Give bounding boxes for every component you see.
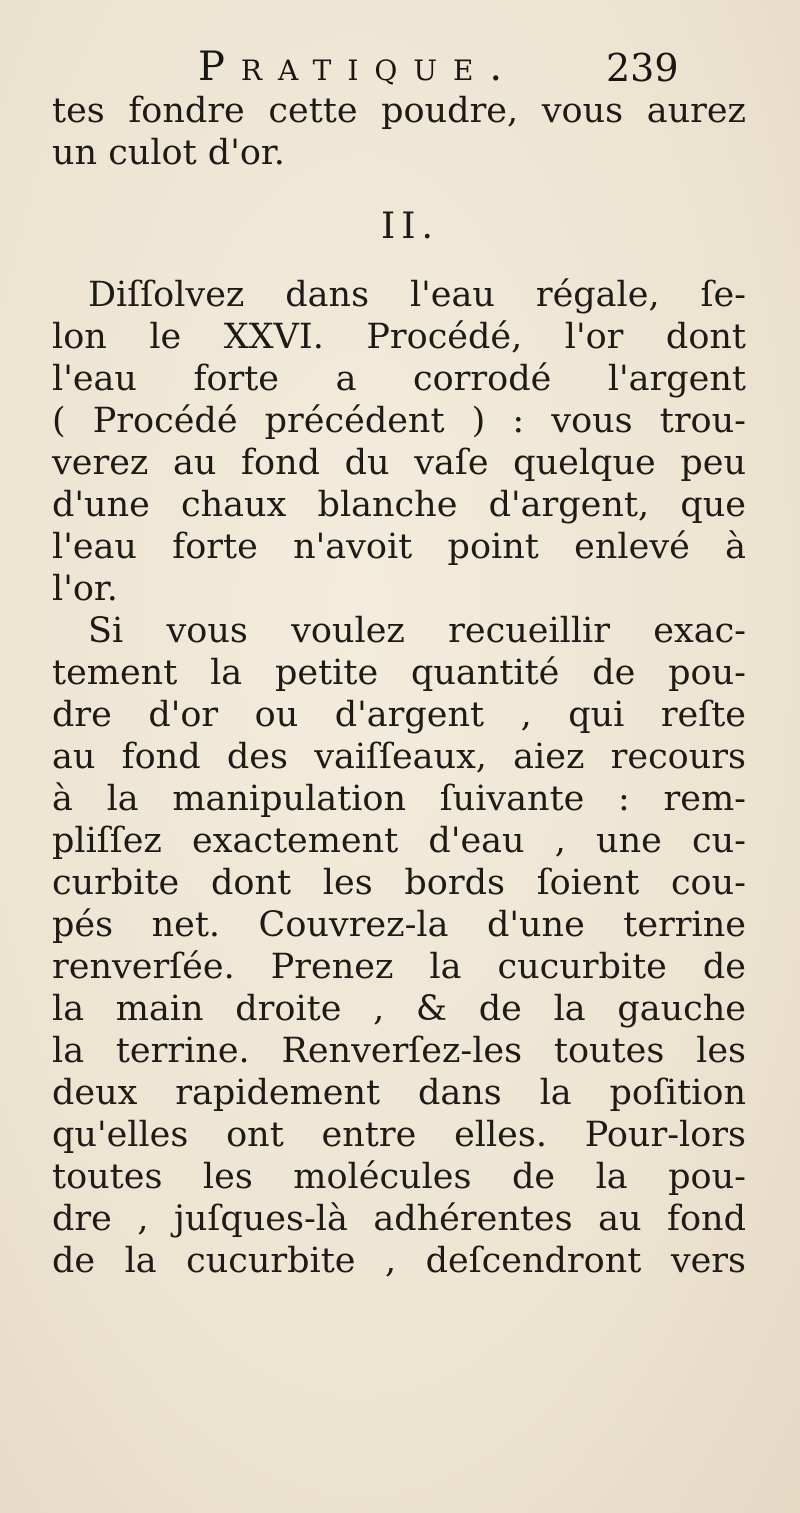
text-line: qu'elles ont entre elles. Pour-lors [52,1115,746,1155]
text-line: Diſſolvez dans l'eau régale, ſe- [88,275,746,315]
text-line: tement la petite quantité de pou- [52,653,746,693]
text-line: la main droite , & de la gauche [52,989,746,1029]
text-line: d'une chaux blanche d'argent, que [52,485,746,525]
text-line: curbite dont les bords ſoient cou- [52,863,746,903]
text-line: lon le XXVI. Procédé, l'or dont [52,317,746,357]
text-line: l'eau forte a corrodé l'argent [52,359,746,399]
paragraph [52,274,746,610]
text-line: au fond des vaiſſeaux, aiez recours [52,737,746,777]
text-line: pliſſez exactement d'eau , une cu- [52,821,746,861]
text-line: un culot d'or. [52,133,285,173]
text-line: toutes les molécules de la pou- [52,1157,746,1197]
text-line: verez au fond du vaſe quelque peu [52,443,746,483]
running-head [0,44,800,94]
text-line: l'eau forte n'avoit point enlevé à [52,527,746,567]
paragraph [52,610,746,1282]
text-line: renverſée. Prenez la cucurbite de [52,947,746,987]
text-line: pés net. Couvrez-la d'une terrine [52,905,746,945]
text-line: à la manipulation ſuivante : rem- [52,779,746,819]
text-line: de la cucurbite , deſcendront vers [52,1241,746,1281]
text-line: l'or. [52,569,118,609]
text-line: tes fondre cette poudre, vous aurez [52,91,746,131]
section-number: II. [381,206,439,247]
text-line: la terrine. Renverſez-les toutes les [52,1031,746,1071]
text-line: Si vous voulez recueillir exac- [88,611,746,651]
text-line: ( Procédé précédent ) : vous trou- [52,401,746,441]
body-text [52,90,746,1282]
text-line: dre d'or ou d'argent , qui reſte [52,695,746,735]
running-title: Pratique. [198,44,519,90]
text-line: dre , juſques-là adhérentes au fond [52,1199,746,1239]
page-number: 239 [606,46,679,90]
text-line: deux rapidement dans la poſition [52,1073,746,1113]
